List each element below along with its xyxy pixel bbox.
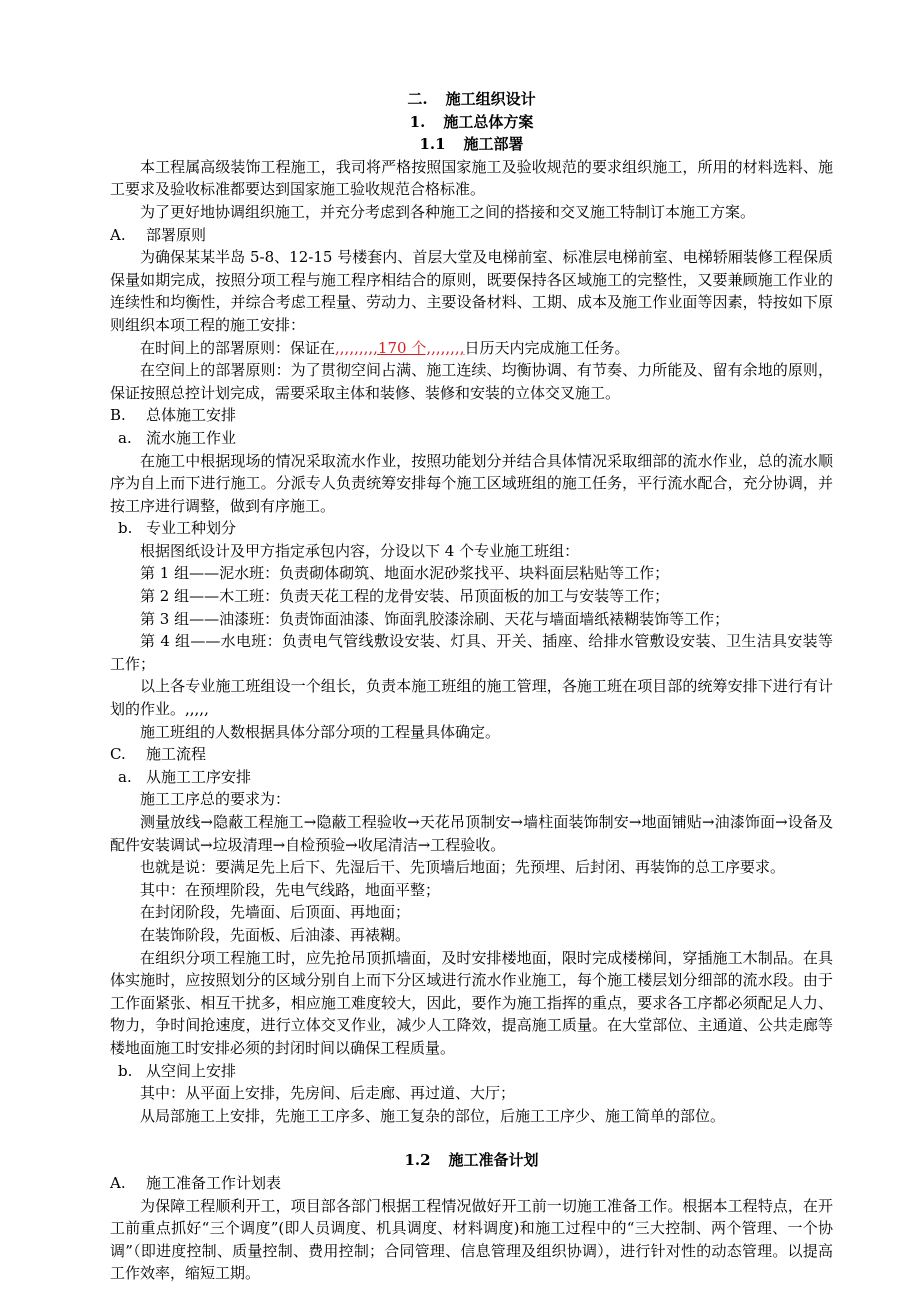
space-principle-paragraph: 在空间上的部署原则：为了贯彻空间占满、施工连续、均衡协调、有节奏、力所能及、留有余地的原则，保证按照总控计划完成，需要采取主体和装修、装修和安装的立体交叉施工。 xyxy=(110,361,833,402)
team-4-line: 第 4 组——水电班：负责电气管线敷设安装、灯具、开关、插座、给排水管敷设安装、卫生洁具安装等工作； xyxy=(110,632,833,673)
team-leader-paragraph: 以上各专业施工班组设一个组长，负责本施工班组的施工管理，各施工班在项目部的统筹安排下进行有计划的作业。,,,,, xyxy=(110,677,833,719)
deployment-principle-paragraph: 为确保某某半岛 5-8、12-15 号楼套内、首层大堂及电梯前室、标准层电梯前室、电梯轿厢装修工程保质保量如期完成，按照分项工程与施工程序相结合的原则，既要保持各区域施工的完整性，又要兼顾施工作业的连续性和均衡性，并综合考虑工程量、劳动力、主要设备材料、工期、成本及施工作业面等因素，特按如下原则组织本项工程的施工安排： xyxy=(110,248,833,334)
section-heading-1: 1. 施工总体方案 xyxy=(409,112,534,131)
local-arrangement-line: 从局部施工上安排，先施工工序多、施工复杂的部位，后施工工序少、施工简单的部位。 xyxy=(140,1106,726,1125)
section-b-heading: B. 总体施工安排 xyxy=(110,406,237,425)
preparation-paragraph: 为保障工程顺利开工，项目部各部门根据工程情况做好开工前一切施工准备工作。根据本工程特点，在开工前重点抓好“三个调度”(即人员调度、机具调度、材料调度)和施工过程中的“三大控制、两个管理、一个协调”（即进度控制、质量控制、费用控制；合同管理、信息管理及组织协调），进行针对性的动态管理。以提高工作效率，缩短工期。 xyxy=(110,1196,833,1283)
team-size-paragraph: 施工班组的人数根据具体分部分项的工程量具体确定。 xyxy=(140,722,501,741)
team-1-line: 第 1 组——泥水班：负责砌体砌筑、地面水泥砂浆找平、块料面层粘贴等工作； xyxy=(140,564,670,583)
process-summary-paragraph: 也就是说：要满足先上后下、先湿后干、先顶墙后地面；先预埋、后封闭、再装饰的总工序要求。 xyxy=(140,858,786,877)
process-requirement-intro: 施工工序总的要求为： xyxy=(140,790,291,809)
document-page xyxy=(110,88,833,1285)
intro-paragraph-1: 本工程属高级装饰工程施工，我司将严格按照国家施工及验收规范的要求组织施工，所用的材料选料、施工要求及验收标准都要达到国家施工验收规范合格标准。 xyxy=(110,157,833,199)
subsection-c-b-heading: b. 从空间上安排 xyxy=(118,1061,237,1080)
section-a2-heading: A. 施工准备工作计划表 xyxy=(110,1173,282,1192)
team-3-line: 第 3 组——油漆班：负责饰面油漆、饰面乳胶漆涂刷、天花与墙面墙纸裱糊装饰等工作； xyxy=(140,609,730,628)
subsection-b-b-heading: b. 专业工种划分 xyxy=(118,519,237,538)
time-principle-paragraph: 在时间上的部署原则：保证在,,,,,,,,,170 个,,,,,,,,日历天内完成施工任务。 xyxy=(140,338,630,357)
intro-paragraph-2: 为了更好地协调组织施工，并充分考虑到各种施工之间的搭接和交叉施工特制订本施工方案。 xyxy=(140,202,756,221)
embed-stage-line: 其中：在预埋阶段，先电气线路，地面平整； xyxy=(140,880,441,899)
team-2-line: 第 2 组——木工班：负责天花工程的龙骨安装、吊顶面板的加工与安装等工作； xyxy=(140,587,670,606)
organization-paragraph: 在组织分项工程施工时，应先抢吊顶抓墙面，及时安排楼地面，限时完成楼梯间，穿插施工木制品。在具体实施时，应按照划分的区域分别自上而下分区域进行流水作业施工，每个施工楼层划分细部的流水段。由于工作面紧张、相互干扰多，相应施工难度较大，因此，要作为施工指挥的重点，要求各工序都必须配足人力、物力，争时间抢速度，进行立体交叉作业，减少人工降效，提高施工质量。在大堂部位、主通道、公共走廊等楼地面施工时安排必须的封闭时间以确保工程质量。 xyxy=(110,948,833,1057)
section-c-heading: C. 施工流程 xyxy=(110,745,207,764)
subsection-heading-1-2: 1.2 施工准备计划 xyxy=(404,1151,539,1170)
plane-arrangement-line: 其中：从平面上安排，先房间、后走廊、再过道、大厅； xyxy=(140,1084,516,1103)
subsection-c-a-heading: a. 从施工工序安排 xyxy=(118,767,252,786)
subsection-b-a-heading: a. 流水施工作业 xyxy=(118,428,237,447)
section-a-heading: A. 部署原则 xyxy=(110,225,207,244)
subsection-heading-1-1: 1.1 施工部署 xyxy=(419,135,524,154)
trade-division-intro: 根据图纸设计及甲方指定承包内容，分设以下 4 个专业施工班组： xyxy=(140,541,580,560)
chapter-heading: 二. 施工组织设计 xyxy=(407,90,536,108)
close-stage-line: 在封闭阶段，先墙面、后顶面、再地面； xyxy=(140,903,411,922)
flow-work-paragraph: 在施工中根据现场的情况采取流水作业，按照功能划分并结合具体情况采取细部的流水作业，总的流水顺序为自上而下进行施工。分派专人负责统筹安排每个施工区域班组的施工任务，平行流水配合，充分协调，并按工序进行调整，做到有序施工。 xyxy=(110,451,833,515)
process-flow-paragraph: 测量放线→隐蔽工程施工→隐蔽工程验收→天花吊顶制安→墙柱面装饰制安→地面铺贴→油漆饰面→设备及配件安装调试→垃圾清理→自检预验→收尾清洁→工程验收。 xyxy=(110,813,833,854)
spacer xyxy=(110,1127,833,1149)
duration-days: ,,,,,,,,,170 个,,,,,,,, xyxy=(335,338,465,357)
decor-stage-line: 在装饰阶段，先面板、后油漆、再裱糊。 xyxy=(140,925,411,944)
